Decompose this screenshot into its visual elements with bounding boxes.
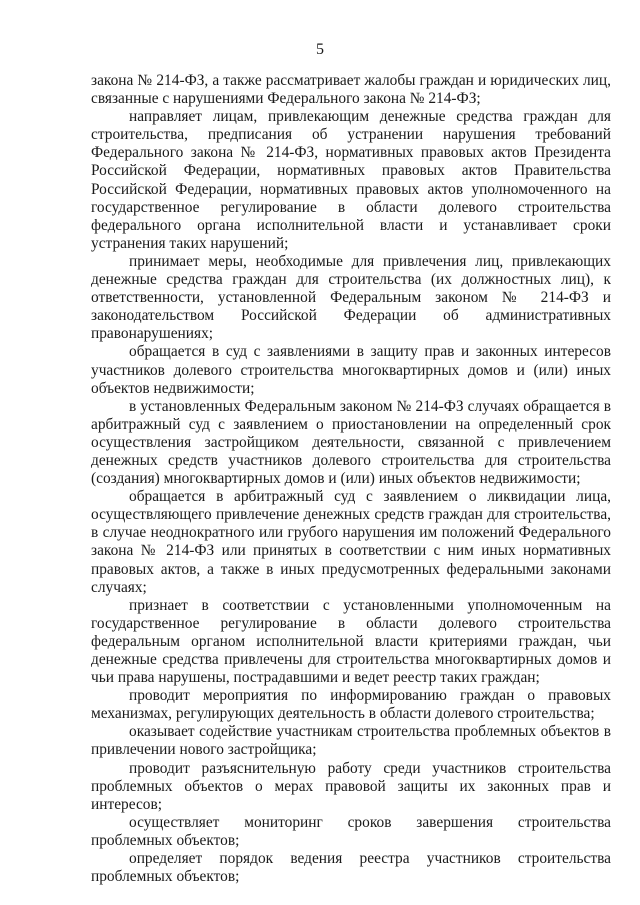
page-number: 5 (316, 41, 324, 58)
paragraph-monitoring: осуществляет мониторинг сроков завершения строительства проблемных объектов; (91, 813, 611, 849)
paragraph-issue-orders: направляет лицам, привлекающим денежные средства граждан для строительства, предписания об устранении нарушения требований Федерального закона № 214-ФЗ, нормативных правовых актов Президента Российской Федерации, нормативных правовых актов Правительства Российской Федерации, нормативных правовых актов уполномоченного на государственное регулирование в области долевого строительства федерального органа исполнительной власти и устанавливает сроки устранения таких нарушений; (91, 108, 611, 252)
paragraph-explanatory-work: проводит разъяснительную работу среди участников строительства проблемных объектов о мерах правовой защиты их законных прав и интересов; (91, 759, 611, 813)
paragraph-continued: закона № 214-ФЗ, а также рассматривает жалобы граждан и юридических лиц, связанные с нарушениями Федерального закона № 214-ФЗ; (91, 72, 611, 108)
paragraph-liability-measures: принимает меры, необходимые для привлечения лиц, привлекающих денежные средства граждан для строительства (их должностных лиц), к ответственности, установленной Федеральным законом № 214-ФЗ и законодательством Российской Федерации об административных правонарушениях; (91, 252, 611, 343)
paragraph-court-claims: обращается в суд с заявлениями в защиту прав и законных интересов участников долевого строительства многоквартирных домов и (или) иных объектов недвижимости; (91, 343, 611, 397)
paragraph-liquidation-claim: обращается в арбитражный суд с заявлением о ликвидации лица, осуществляющего привлечение денежных средств граждан для строительства, в случае неоднократного или грубого нарушения им положений Федерального закона № 214-ФЗ или принятых в соответствии с ним иных нормативных правовых актов, а также в иных предусмотренных федеральными законами случаях; (91, 488, 611, 596)
paragraph-victims-registry: признает в соответствии с установленными уполномоченным на государственное регулирование в области долевого строительства федеральным органом исполнительной власти критериями граждан, чьи денежные средства привлечены для строительства многоквартирных домов и чьи права нарушены, пострадавшими и ведет реестр таких граждан; (91, 596, 611, 687)
paragraph-registry-procedure: определяет порядок ведения реестра участников строительства проблемных объектов; (91, 850, 611, 886)
paragraph-new-developer: оказывает содействие участникам строительства проблемных объектов в привлечении нового застройщика; (91, 723, 611, 759)
paragraph-suspension-claim: в установленных Федеральным законом № 214-ФЗ случаях обращается в арбитражный суд с заявлением о приостановлении на определенный срок осуществления застройщиком деятельности, связанной с привлечением денежных средств участников долевого строительства для строительства (создания) многоквартирных домов и (или) иных объектов недвижимости; (91, 397, 611, 488)
document-body (91, 72, 611, 886)
paragraph-informing-citizens: проводит мероприятия по информированию граждан о правовых механизмах, регулирующих деятельность в области долевого строительства; (91, 687, 611, 723)
